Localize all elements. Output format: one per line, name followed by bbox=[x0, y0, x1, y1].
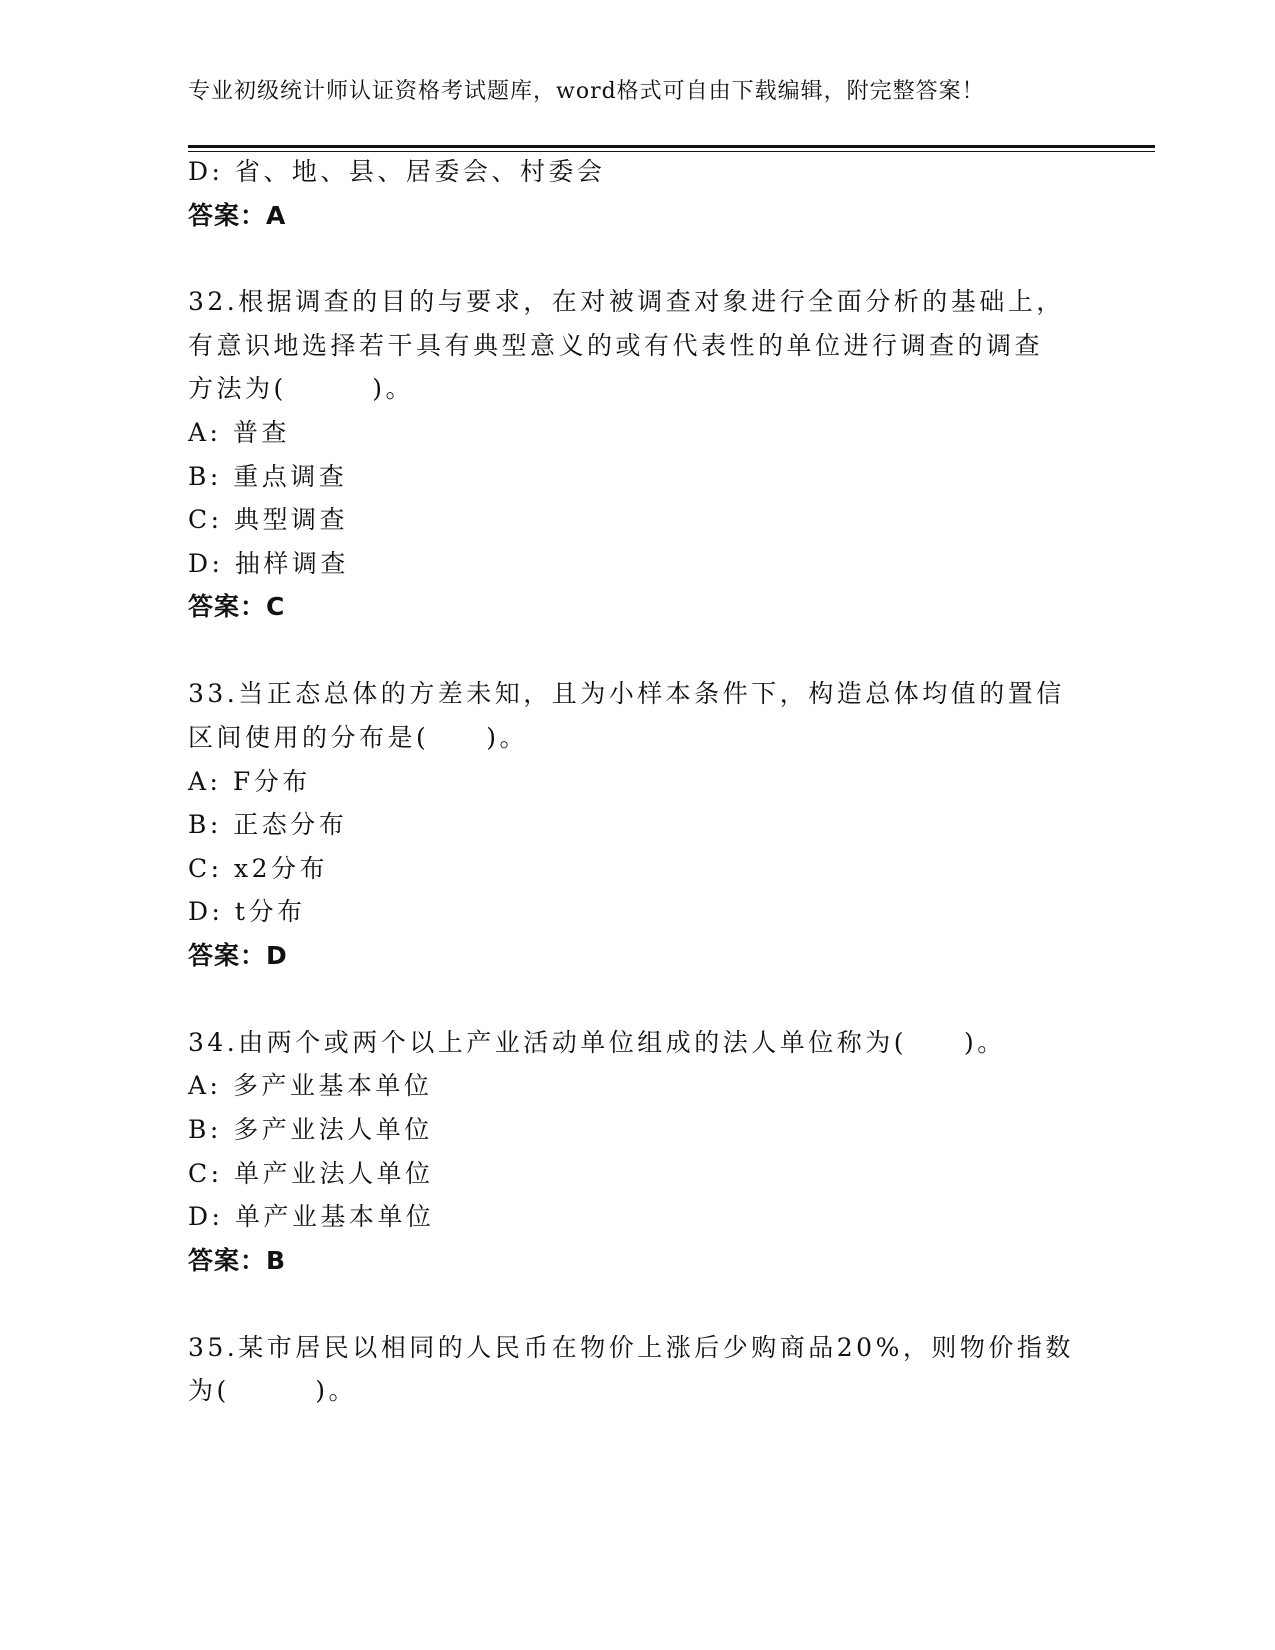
question-35-line-2: 为( )。 bbox=[188, 1376, 358, 1405]
question-34-line-1: 34.由两个或两个以上产业活动单位组成的法人单位称为( )。 bbox=[188, 1028, 1006, 1057]
question-32-answer: 答案：C bbox=[188, 592, 286, 621]
question-32-option-b: B: 重点调查 bbox=[188, 462, 348, 491]
question-34-option-a: A: 多产业基本单位 bbox=[188, 1071, 433, 1100]
question-32-option-a: A: 普查 bbox=[188, 418, 290, 447]
question-32-line-2: 有意识地选择若干具有典型意义的或有代表性的单位进行调查的调查 bbox=[188, 331, 1044, 360]
question-32-line-1: 32.根据调查的目的与要求，在对被调查对象进行全面分析的基础上， bbox=[188, 287, 1065, 316]
question-33-option-c: C: x2分布 bbox=[188, 854, 329, 883]
question-35-line-1: 35.某市居民以相同的人民币在物价上涨后少购商品20%，则物价指数 bbox=[188, 1333, 1074, 1362]
question-34-answer: 答案：B bbox=[188, 1246, 287, 1275]
question-33-option-a: A: F分布 bbox=[188, 767, 311, 796]
question-34-option-d: D: 单产业基本单位 bbox=[188, 1202, 435, 1231]
question-33-line-2: 区间使用的分布是( )。 bbox=[188, 723, 529, 752]
question-32-option-d: D: 抽样调查 bbox=[188, 549, 349, 578]
page-header: 专业初级统计师认证资格考试题库，word格式可自由下载编辑，附完整答案！ bbox=[188, 79, 985, 104]
prev-option-d: D: 省、地、县、居委会、村委会 bbox=[188, 157, 606, 186]
question-34-option-b: B: 多产业法人单位 bbox=[188, 1115, 433, 1144]
prev-answer: 答案：A bbox=[188, 201, 287, 230]
question-32-line-3: 方法为( )。 bbox=[188, 374, 415, 403]
question-33-line-1: 33.当正态总体的方差未知，且为小样本条件下，构造总体均值的置信 bbox=[188, 679, 1065, 708]
question-34-option-c: C: 单产业法人单位 bbox=[188, 1159, 434, 1188]
question-33-answer: 答案：D bbox=[188, 941, 288, 970]
question-32-option-c: C: 典型调查 bbox=[188, 505, 348, 534]
question-33-option-b: B: 正态分布 bbox=[188, 810, 348, 839]
header-rule-thin bbox=[188, 151, 1155, 152]
question-33-option-d: D: t分布 bbox=[188, 897, 306, 926]
header-rule-thick bbox=[188, 145, 1155, 148]
